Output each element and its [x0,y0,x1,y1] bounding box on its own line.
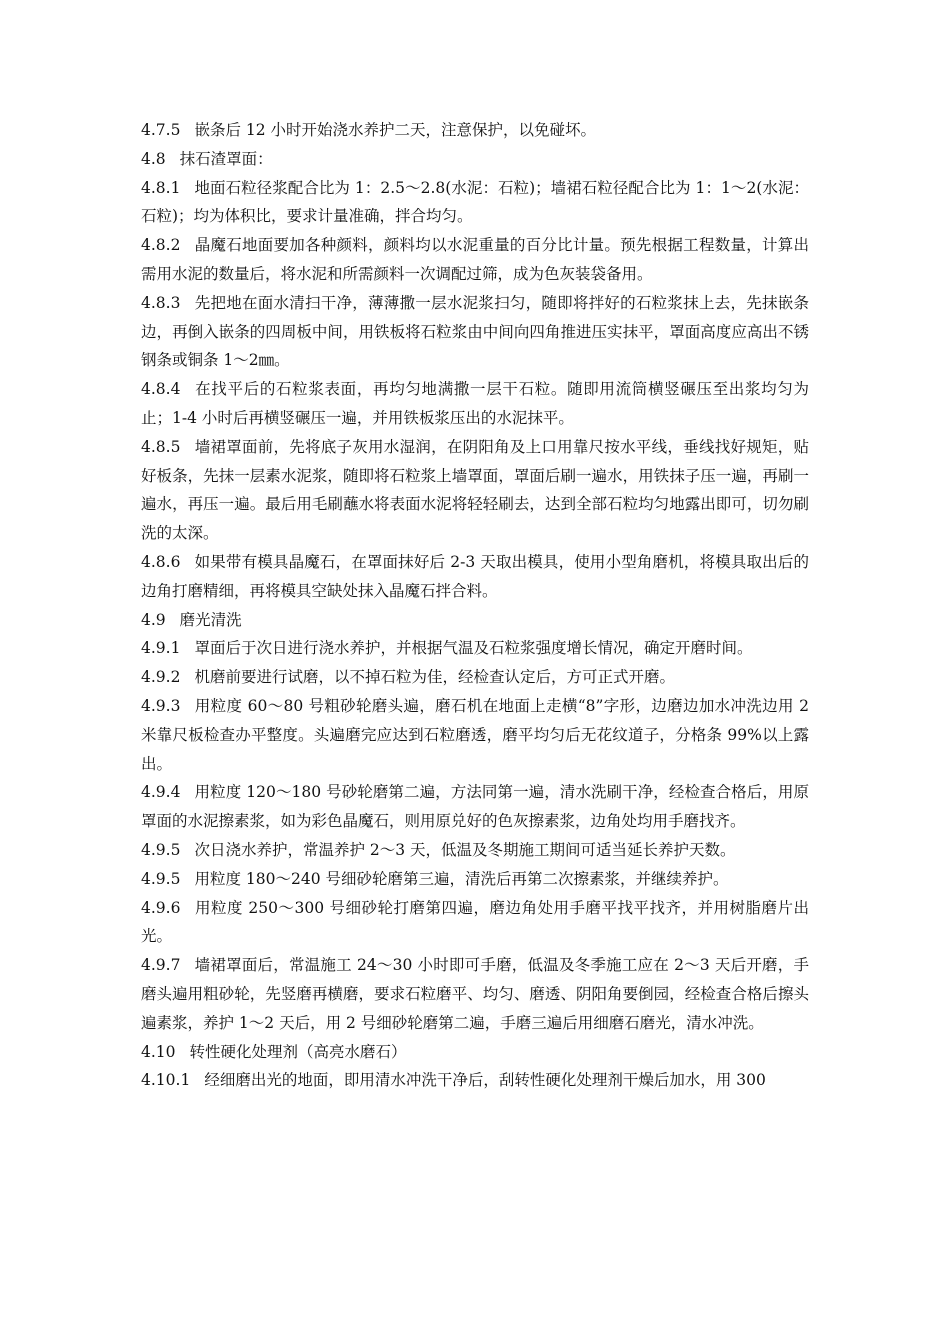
section-number: 4.8 [141,149,166,168]
paragraph-text: 嵌条后 12 小时开始浇水养护二天，注意保护，以免碰坏。 [194,121,597,139]
section-number: 4.9 [141,610,166,629]
paragraph-4-9-3 [141,692,809,778]
paragraph-text: 用粒度 180～240 号细砂轮磨第三遍，清洗后再第二次擦素浆，并继续养护。 [194,869,729,888]
paragraph-text: 经细磨出光的地面，即用清水冲洗干净后，刮转性硬化处理剂干燥后加水，用 300 [204,1071,766,1090]
paragraph-4-8-2 [141,231,809,289]
section-number: 4.8.3 [141,293,181,312]
section-title: 抹石渣罩面： [179,149,273,168]
paragraph-4-8-3 [141,289,809,375]
paragraph-4-9-5-a [141,836,809,865]
paragraph-text: 用粒度 60～80 号粗砂轮磨头遍，磨石机在地面上走横“8”字形，边磨边加水冲洗边用 2 米靠尺板检查办平整度。头遍磨完应达到石粒磨透，磨平均匀后无花纹道子，分格条 99%以上露出。 [141,696,809,773]
paragraph-text: 地面石粒径浆配合比为 1：2.5～2.8(水泥：石粒)；墙裙石粒径配合比为 1：1～2(水泥：石粒)；均为体积比，要求计量准确，拌合均匀。 [141,178,809,226]
paragraph-text: 罩面后于次日进行浇水养护，并根据气温及石粒浆强度增长情况，确定开磨时间。 [194,639,753,658]
paragraph-text: 在找平后的石粒浆表面，再均匀地满撒一层干石粒。随即用流筒横竖碾压至出浆均匀为止；1-4 小时后再横竖碾压一遍，并用铁板浆压出的水泥抹平。 [141,380,809,427]
section-number: 4.9.6 [141,898,181,917]
section-title: 磨光清洗 [179,610,242,629]
section-number: 4.9.1 [141,639,181,658]
heading-4-8 [141,145,809,174]
section-number: 4.9.5 [141,869,181,888]
paragraph-text: 用粒度 250～300 号细砂轮打磨第四遍，磨边角处用手磨平找平找齐，并用树脂磨片出光。 [141,898,809,946]
section-number: 4.9.2 [141,668,181,687]
paragraph-4-8-1 [141,174,809,232]
paragraph-text: 次日浇水养护，常温养护 2～3 天，低温及冬期施工期间可适当延长养护天数。 [194,840,736,859]
section-number: 4.7.5 [141,121,181,139]
paragraph-4-9-5-b [141,865,809,894]
paragraph-text: 用粒度 120～180 号砂轮磨第二遍，方法同第一遍，清水洗刷干净，经检查合格后，用原罩面的水泥擦素浆，如为彩色晶魔石，则用原兑好的色灰擦素浆，边角处均用手磨找齐。 [141,783,809,831]
section-number: 4.9.3 [141,696,181,715]
section-number: 4.8.5 [141,437,181,456]
paragraph-text: 晶魔石地面要加各种颜料，颜料均以水泥重量的百分比计量。预先根据工程数量，计算出需用水泥的数量后，将水泥和所需颜料一次调配过筛，成为色灰装袋备用。 [141,236,809,283]
paragraph-4-8-4 [141,375,809,433]
paragraph-4-10-1 [141,1066,809,1095]
paragraph-text: 如果带有模具晶魔石，在罩面抹好后 2-3 天取出模具，使用小型角磨机，将模具取出后的边角打磨精细，再将模具空缺处抹入晶魔石拌合料。 [141,552,809,600]
section-number: 4.9.4 [141,783,181,802]
section-number: 4.8.1 [141,178,181,197]
paragraph-text: 先把地在面水清扫干净，薄薄撒一层水泥浆扫匀，随即将拌好的石粒浆抹上去，先抹嵌条边，再倒入嵌条的四周板中间，用铁板将石粒浆由中间向四角推进压实抹平，罩面高度应高出不锈钢条或铜条 1～2㎜。 [141,293,809,370]
paragraph-4-8-6 [141,548,809,606]
section-number: 4.8.2 [141,236,181,255]
paragraph-text: 墙裙罩面前，先将底子灰用水湿润，在阴阳角及上口用靠尺按水平线，垂线找好规矩，贴好板条，先抹一层素水泥浆，随即将石粒浆上墙罩面，罩面后刷一遍水，用铁抹子压一遍，再刷一遍水，再压一遍。最后用毛刷蘸水将表面水泥将轻轻刷去，达到全部石粒均匀地露出即可，切勿刷洗的太深。 [141,437,809,543]
paragraph-4-8-5 [141,433,809,548]
paragraph-4-9-7 [141,951,809,1037]
section-number: 4.10 [141,1042,176,1061]
heading-4-9 [141,606,809,635]
section-number: 4.10.1 [141,1071,191,1090]
paragraph-text: 墙裙罩面后，常温施工 24～30 小时即可手磨，低温及冬季施工应在 2～3 天后开磨，手磨头遍用粗砂轮，先竖磨再横磨，要求石粒磨平、均匀、磨透、阴阳角要倒园，经检查合格后擦头遍素浆，养护 1～2 天后，用 2 号细砂轮磨第二遍，手磨三遍后用细磨石磨光，清水冲洗。 [141,956,809,1032]
paragraph-4-7-5 [141,116,809,145]
section-number: 4.9.5 [141,840,181,859]
paragraph-4-9-2 [141,663,809,692]
paragraph-4-9-6 [141,894,809,952]
paragraph-text: 机磨前要进行试磨，以不掉石粒为佳，经检查认定后，方可正式开磨。 [194,668,675,687]
paragraph-4-9-4 [141,778,809,836]
document-body [141,116,809,1095]
section-title: 转性硬化处理剂（高亮水磨石） [189,1042,407,1061]
section-number: 4.8.4 [141,380,181,399]
section-number: 4.9.7 [141,956,181,975]
section-number: 4.8.6 [141,552,181,571]
paragraph-4-9-1 [141,634,809,663]
heading-4-10 [141,1038,809,1067]
